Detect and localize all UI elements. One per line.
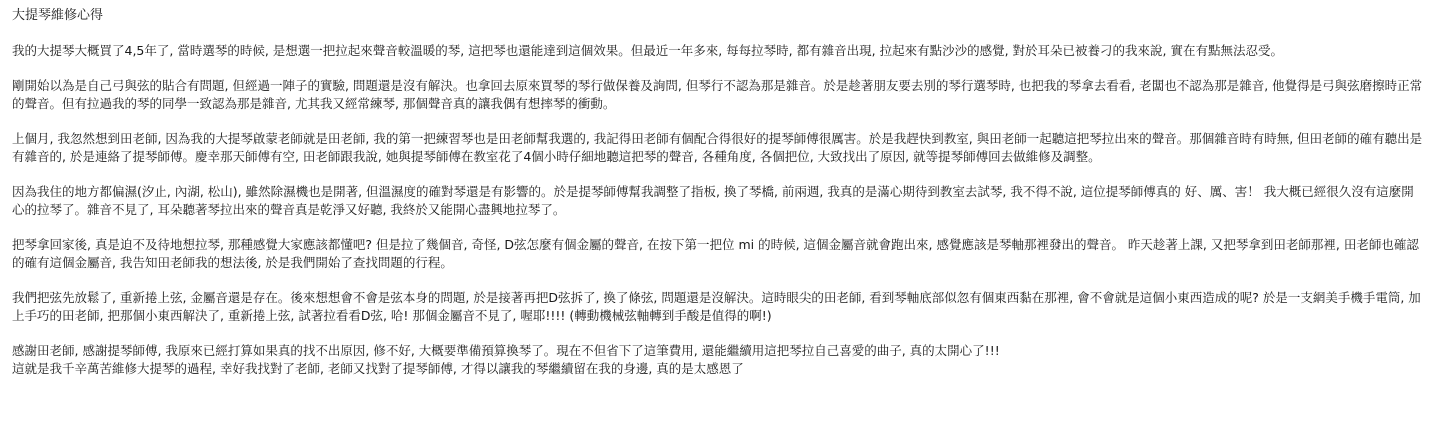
paragraph-thanks: 感謝田老師, 感謝提琴師傅, 我原來已經打算如果真的找不出原因, 修不好, 大概要準備預算換琴了。現在不但省下了這筆費用, 還能繼續用這把琴拉自己喜愛的曲子, 真的太開心了!!!: [12, 343, 1000, 358]
paragraph-closing: 這就是我千辛萬苦維修大提琴的過程, 幸好我找對了老師, 老師又找對了提琴師傅, 才得以讓我的琴繼續留在我的身邊, 真的是太感恩了: [12, 361, 744, 376]
paragraph-troubleshooting: 我們把弦先放鬆了, 重新捲上弦, 金屬音還是存在。後來想想會不會是弦本身的問題, 於是接著再把D弦拆了, 換了條弦, 問題還是沒解決。這時眼尖的田老師, 看到琴軸底部似忽有個東西黏在那裡, 會不會就是這個小東西造成的呢? 於是一支網美手機手電筒, 加上手巧的田老師, 把那個小東西解決了, 重新捲上弦, 試著拉看看D弦, 哈! 那個金屬音不見了, 喔耶!!!! (轉動機械弦軸轉到手酸是值得的啊!): [12, 290, 1421, 323]
paragraph-intro: 我的大提琴大概買了4,5年了, 當時選琴的時候, 是想選一把拉起來聲音較溫暖的琴, 這把琴也還能達到這個效果。但最近一年多來, 每每拉琴時, 都有雜音出現, 拉起來有點沙沙的感覺, 對於耳朵已被養刁的我來說, 實在有點無法忍受。: [12, 43, 1283, 58]
post-title: 大提琴維修心得: [12, 8, 104, 23]
paragraph-metal-noise: 把琴拿回家後, 真是迫不及待地想拉琴, 那種感覺大家應該都懂吧? 但是拉了幾個音, 奇怪, D弦怎麼有個金屬的聲音, 在按下第一把位 mi 的時候, 這個金屬音就會跑出來, 感覺應該是琴軸那裡發出的聲音。 昨天趁著上課, 又把琴拿到田老師那裡, 田老師也確認的確有這個金屬音, 我告知田老師我的想法後, 於是我們開始了查找問題的行程。: [12, 237, 1419, 270]
paragraph-first-attempts: 剛開始以為是自己弓與弦的貼合有問題, 但經過一陣子的實驗, 問題還是沒有解決。也拿回去原來買琴的琴行做保養及詢問, 但琴行不認為那是雜音。於是趁著朋友要去別的琴行選琴時, 也把我的琴拿去看看, 老闆也不認為那是雜音, 他覺得是弓與弦磨擦時正常的聲音。但有拉過我的琴的同學一致認為那是雜音, 尤其我又經常練琴, 那個聲音真的讓我偶有想摔琴的衝動。: [12, 78, 1423, 111]
post-body: [12, 42, 1426, 378]
paragraph-repair-result: 因為我住的地方都偏濕(汐止, 內湖, 松山), 雖然除濕機也是開著, 但溫濕度的確對琴還是有影響的。於是提琴師傅幫我調整了指板, 換了琴橋, 前兩週, 我真的是滿心期待到教室去試琴, 我不得不說, 這位提琴師傅真的 好、厲、害！ 我大概已經很久沒有這麼開心的拉琴了。雜音不見了, 耳朵聽著琴拉出來的聲音真是乾淨又好聽, 我終於又能開心盡興地拉琴了。: [12, 184, 1414, 217]
paragraph-teacher-visit: 上個月, 我忽然想到田老師, 因為我的大提琴啟蒙老師就是田老師, 我的第一把練習琴也是田老師幫我選的, 我記得田老師有個配合得很好的提琴師傅很厲害。於是我趕快到教室, 與田老師一起聽這把琴拉出來的聲音。那個雜音時有時無, 但田老師的確有聽出是有雜音的, 於是連絡了提琴師傅。慶幸那天師傅有空, 田老師跟我說, 她與提琴師傅在教室花了4個小時仔細地聽這把琴的聲音, 各種角度, 各個把位, 大致找出了原因, 就等提琴師傅回去做維修及調整。: [12, 131, 1423, 164]
